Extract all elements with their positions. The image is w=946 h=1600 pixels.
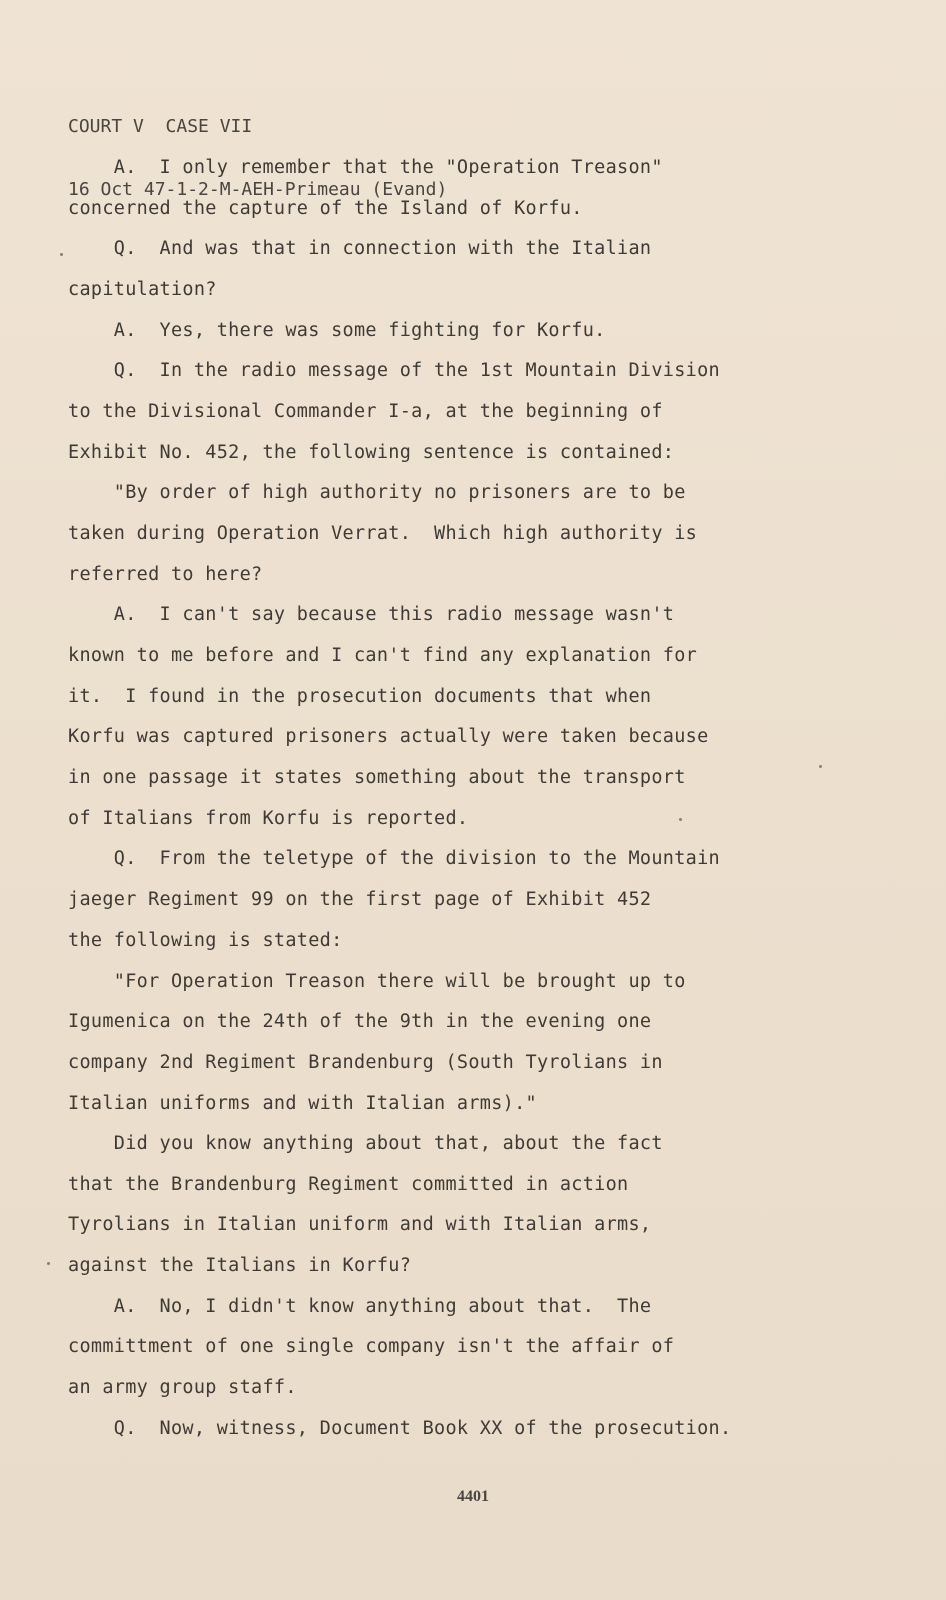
transcript-line: Korfu was captured prisoners actually were taken because	[68, 726, 709, 747]
transcript-line: A. Yes, there was some fighting for Korfu.	[68, 320, 606, 341]
paper-speck	[47, 1262, 50, 1265]
header-court-case: COURT V CASE VII	[68, 116, 253, 137]
transcript-line: Q. In the radio message of the 1st Mountain Division	[68, 360, 720, 381]
transcript-line: it. I found in the prosecution documents that when	[68, 686, 652, 707]
transcript-line: referred to here?	[68, 564, 263, 585]
transcript-line: Q. From the teletype of the division to the Mountain	[68, 848, 720, 869]
transcript-line: of Italians from Korfu is reported.	[68, 808, 469, 829]
paper-speck	[819, 765, 822, 768]
transcript-line: concerned the capture of the Island of Korfu.	[68, 198, 583, 219]
transcript-line: committment of one single company isn't the affair of	[68, 1336, 675, 1357]
transcript-line: that the Brandenburg Regiment committed in action	[68, 1174, 629, 1195]
paper-speck	[679, 818, 682, 821]
transcript-line: against the Italians in Korfu?	[68, 1255, 412, 1276]
page-number: 4401	[457, 1488, 489, 1505]
header-date-reference: 16 Oct 47-1-2-M-AEH-Primeau (Evand)	[68, 179, 448, 200]
transcript-line: to the Divisional Commander I-a, at the beginning of	[68, 401, 663, 422]
transcript-line: A. I only remember that the "Operation Treason"	[68, 157, 663, 178]
transcript-line: Q. And was that in connection with the Italian	[68, 238, 652, 259]
transcript-line: known to me before and I can't find any explanation for	[68, 645, 698, 666]
transcript-line: A. No, I didn't know anything about that. The	[68, 1296, 652, 1317]
transcript-line: in one passage it states something about the transport	[68, 767, 686, 788]
transcript-line: Exhibit No. 452, the following sentence is contained:	[68, 442, 675, 463]
transcript-line: the following is stated:	[68, 930, 343, 951]
transcript-line: Q. Now, witness, Document Book XX of the prosecution.	[68, 1418, 732, 1439]
transcript-line: Italian uniforms and with Italian arms)."	[68, 1093, 537, 1114]
transcript-line: "For Operation Treason there will be brought up to	[68, 971, 686, 992]
transcript-line: Did you know anything about that, about the fact	[68, 1133, 663, 1154]
transcript-line: company 2nd Regiment Brandenburg (South Tyrolians in	[68, 1052, 663, 1073]
transcript-line: A. I can't say because this radio message wasn't	[68, 604, 675, 625]
transcript-line: Tyrolians in Italian uniform and with Italian arms,	[68, 1214, 652, 1235]
transcript-line: "By order of high authority no prisoners are to be	[68, 482, 686, 503]
transcript-line: Igumenica on the 24th of the 9th in the evening one	[68, 1011, 652, 1032]
transcript-line: jaeger Regiment 99 on the first page of Exhibit 452	[68, 889, 652, 910]
transcript-line: an army group staff.	[68, 1377, 297, 1398]
paper-speck	[60, 253, 63, 256]
transcript-line: taken during Operation Verrat. Which high authority is	[68, 523, 698, 544]
transcript-line: capitulation?	[68, 279, 217, 300]
